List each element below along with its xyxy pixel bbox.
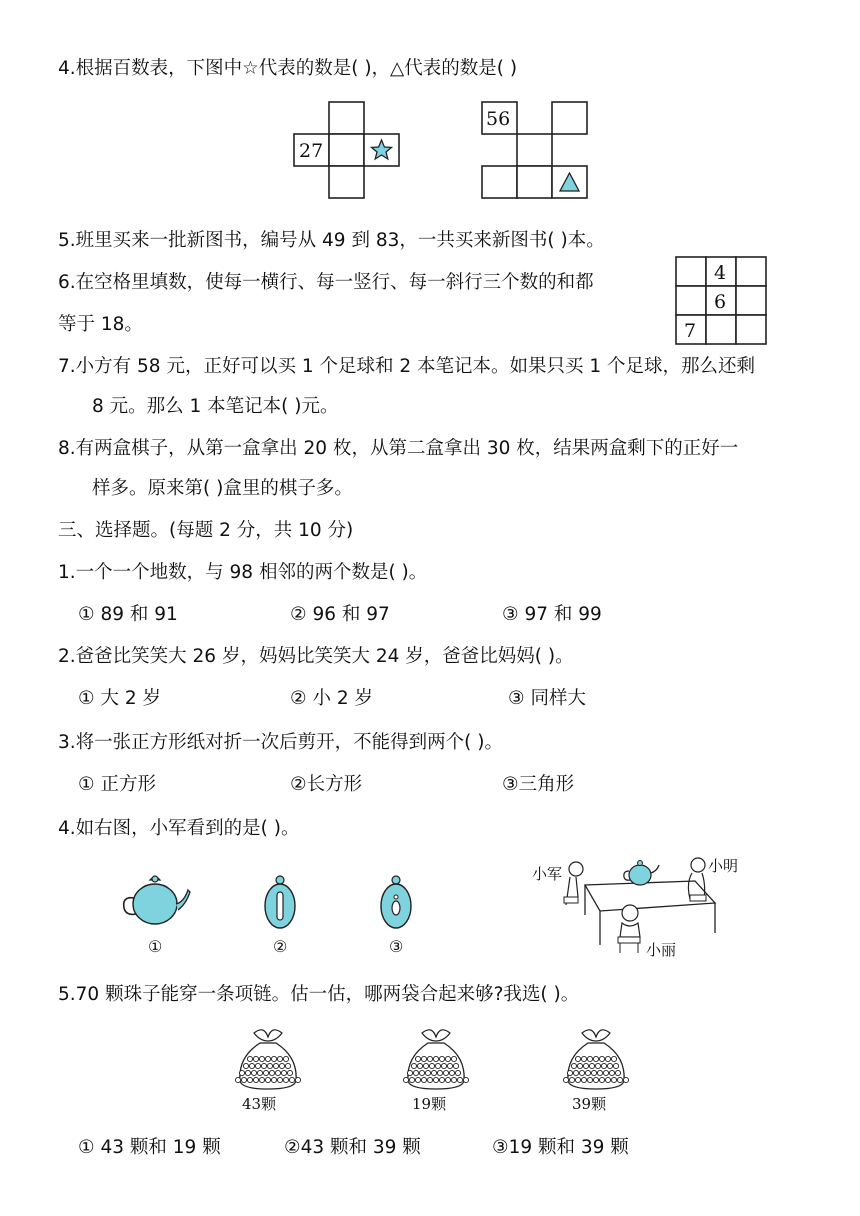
bead (441, 1063, 446, 1068)
teapot-label-3: ③ (389, 937, 404, 956)
bead (611, 1056, 616, 1061)
question-7-line2: 8 元。那么 1 本笔记本( )元。 (92, 396, 339, 417)
bead (421, 1077, 426, 1082)
bead (283, 1077, 288, 1082)
bead (247, 1077, 252, 1082)
bead (605, 1056, 610, 1061)
teapot-label-1: ① (148, 937, 163, 956)
bead (253, 1077, 258, 1082)
choice-2-option-1: ① 大 2 岁 (78, 688, 161, 709)
grid-number-56: 56 (486, 108, 511, 130)
bag-3-label: 39颗 (572, 1095, 607, 1113)
teapot-label-2: ② (273, 937, 288, 956)
choice-5-option-3: ③19 颗和 39 颗 (492, 1137, 629, 1158)
bead (255, 1063, 260, 1068)
bead (437, 1070, 442, 1075)
bead (599, 1077, 604, 1082)
bead (575, 1077, 580, 1082)
teapot-spout-view (374, 870, 424, 960)
bead (289, 1077, 294, 1082)
bead (457, 1077, 462, 1082)
choice-5: 5.70 颗珠子能穿一条项链。估一估，哪两袋合起来够?我选( )。 (58, 984, 580, 1005)
name-xiaojun: 小军 (532, 865, 563, 883)
magic-square-cell (706, 315, 736, 344)
bead (275, 1070, 280, 1075)
bead (583, 1063, 588, 1068)
bead (251, 1070, 256, 1075)
choice-3: 3.将一张正方形纸对折一次后剪开，不能得到两个( )。 (58, 732, 503, 753)
q4-grid-triangle (480, 100, 590, 200)
question-6-line1: 6.在空格里填数，使每一横行、每一竖行、每一斜行三个数的和都 (58, 272, 594, 293)
bead (235, 1077, 240, 1082)
bead (455, 1070, 460, 1075)
bead-bag-2 (402, 1025, 472, 1115)
name-xiaoming: 小明 (708, 857, 739, 875)
choice-3-option-3: ③三角形 (502, 774, 575, 795)
bead (595, 1063, 600, 1068)
bead (611, 1077, 616, 1082)
bead (603, 1070, 608, 1075)
bead (411, 1063, 416, 1068)
bead (447, 1063, 452, 1068)
bead (269, 1070, 274, 1075)
bag-knot (422, 1030, 450, 1041)
bead (257, 1070, 262, 1075)
teapot-handle-view (258, 870, 308, 960)
bead (445, 1056, 450, 1061)
bead (433, 1077, 438, 1082)
bead (245, 1070, 250, 1075)
bead (425, 1070, 430, 1075)
choice-2-option-3: ③ 同样大 (508, 688, 586, 709)
bead (439, 1077, 444, 1082)
bead (581, 1077, 586, 1082)
bead (575, 1056, 580, 1061)
bead (295, 1077, 300, 1082)
choice-2: 2.爸爸比笑笑大 26 岁，妈妈比笑笑大 24 岁，爸爸比妈妈( )。 (58, 646, 574, 667)
bead (613, 1063, 618, 1068)
bead (409, 1077, 414, 1082)
bead (417, 1063, 422, 1068)
question-6-line2: 等于 18。 (58, 314, 143, 335)
bead (277, 1077, 282, 1082)
bead (569, 1077, 574, 1082)
choice-1-option-3: ③ 97 和 99 (502, 604, 602, 625)
bead (571, 1063, 576, 1068)
bead (285, 1063, 290, 1068)
bead (453, 1063, 458, 1068)
bead (261, 1063, 266, 1068)
bead (429, 1063, 434, 1068)
bead (593, 1056, 598, 1061)
bead (563, 1077, 568, 1082)
teapot-side-view (120, 870, 190, 960)
choice-4: 4.如右图，小军看到的是( )。 (58, 818, 300, 839)
bead (579, 1070, 584, 1075)
bead (433, 1056, 438, 1061)
magic-square-cell (676, 257, 706, 286)
bead (249, 1063, 254, 1068)
magic-square-number: 6 (714, 291, 727, 313)
bead (591, 1070, 596, 1075)
bead (413, 1070, 418, 1075)
choice-1-option-2: ② 96 和 97 (290, 604, 390, 625)
magic-square-number: 7 (684, 320, 697, 342)
choice-5-option-1: ① 43 颗和 19 颗 (78, 1137, 221, 1158)
choice-3-option-2: ②长方形 (290, 774, 363, 795)
grid-number-27: 27 (299, 140, 324, 162)
bead (273, 1063, 278, 1068)
bead-bag-3 (562, 1025, 632, 1115)
bead (279, 1063, 284, 1068)
bag-1-label: 43颗 (242, 1095, 277, 1113)
choice-5-option-2: ②43 颗和 39 颗 (284, 1137, 421, 1158)
bead (585, 1070, 590, 1075)
bead (287, 1070, 292, 1075)
bead (243, 1063, 248, 1068)
bead (427, 1056, 432, 1061)
bead (617, 1077, 622, 1082)
bead (439, 1056, 444, 1061)
bead (597, 1070, 602, 1075)
bead (265, 1077, 270, 1082)
bead (427, 1077, 432, 1082)
bead (623, 1077, 628, 1082)
bead (605, 1077, 610, 1082)
bead (451, 1077, 456, 1082)
choice-1: 1.一个一个地数，与 98 相邻的两个数是( )。 (58, 562, 428, 583)
question-7-line1: 7.小方有 58 元，正好可以买 1 个足球和 2 本笔记本。如果只买 1 个足球，那么还剩 (58, 356, 756, 377)
bead (265, 1056, 270, 1061)
bead (609, 1070, 614, 1075)
bead (419, 1070, 424, 1075)
bead (423, 1063, 428, 1068)
bead (421, 1056, 426, 1061)
bead (451, 1056, 456, 1061)
bead (259, 1077, 264, 1082)
question-8-line1: 8.有两盒棋子，从第一盒拿出 20 枚，从第二盒拿出 30 枚，结果两盒剩下的正好一 (58, 438, 739, 459)
bead (239, 1070, 244, 1075)
magic-square-grid (674, 255, 774, 345)
bead (259, 1056, 264, 1061)
bag-knot (582, 1030, 610, 1041)
bead (615, 1070, 620, 1075)
bead (577, 1063, 582, 1068)
section-3-title: 三、选择题。(每题 2 分，共 10 分) (58, 520, 354, 541)
bead (415, 1056, 420, 1061)
bead (463, 1077, 468, 1082)
bead (573, 1070, 578, 1075)
bead (587, 1056, 592, 1061)
bead (567, 1070, 572, 1075)
magic-square-cell (736, 286, 766, 315)
bead (403, 1077, 408, 1082)
bead (589, 1063, 594, 1068)
bead (593, 1077, 598, 1082)
bead (601, 1063, 606, 1068)
bead (581, 1056, 586, 1061)
bead (267, 1063, 272, 1068)
bead (607, 1063, 612, 1068)
bead (407, 1070, 412, 1075)
magic-square-cell (736, 257, 766, 286)
choice-1-option-1: ① 89 和 91 (78, 604, 178, 625)
bead (599, 1056, 604, 1061)
name-xiaoli: 小丽 (646, 941, 677, 959)
choice-2-option-2: ② 小 2 岁 (290, 688, 373, 709)
bead (281, 1070, 286, 1075)
magic-square-cell (736, 315, 766, 344)
bead (587, 1077, 592, 1082)
question-8-line2: 样多。原来第( )盒里的棋子多。 (92, 478, 353, 499)
bead (415, 1077, 420, 1082)
bag-knot (254, 1030, 282, 1041)
bead (431, 1070, 436, 1075)
bead (271, 1077, 276, 1082)
choice-3-option-1: ① 正方形 (78, 774, 156, 795)
bead (253, 1056, 258, 1061)
bead (435, 1063, 440, 1068)
bead (283, 1056, 288, 1061)
bead (445, 1077, 450, 1082)
q4-grid-star (292, 100, 402, 200)
magic-square-number: 4 (714, 262, 727, 284)
question-5: 5.班里买来一批新图书，编号从 49 到 83，一共买来新图书( )本。 (58, 230, 605, 251)
bead (241, 1077, 246, 1082)
bead (277, 1056, 282, 1061)
bead (443, 1070, 448, 1075)
bag-2-label: 19颗 (412, 1095, 447, 1113)
table-scene-illustration (530, 845, 750, 960)
magic-square-cell (676, 286, 706, 315)
question-4: 4.根据百数表，下图中☆代表的数是( )，△代表的数是( ) (58, 58, 518, 79)
bead (247, 1056, 252, 1061)
bead (449, 1070, 454, 1075)
bead (271, 1056, 276, 1061)
bead (263, 1070, 268, 1075)
bead-bag-1 (234, 1025, 304, 1115)
